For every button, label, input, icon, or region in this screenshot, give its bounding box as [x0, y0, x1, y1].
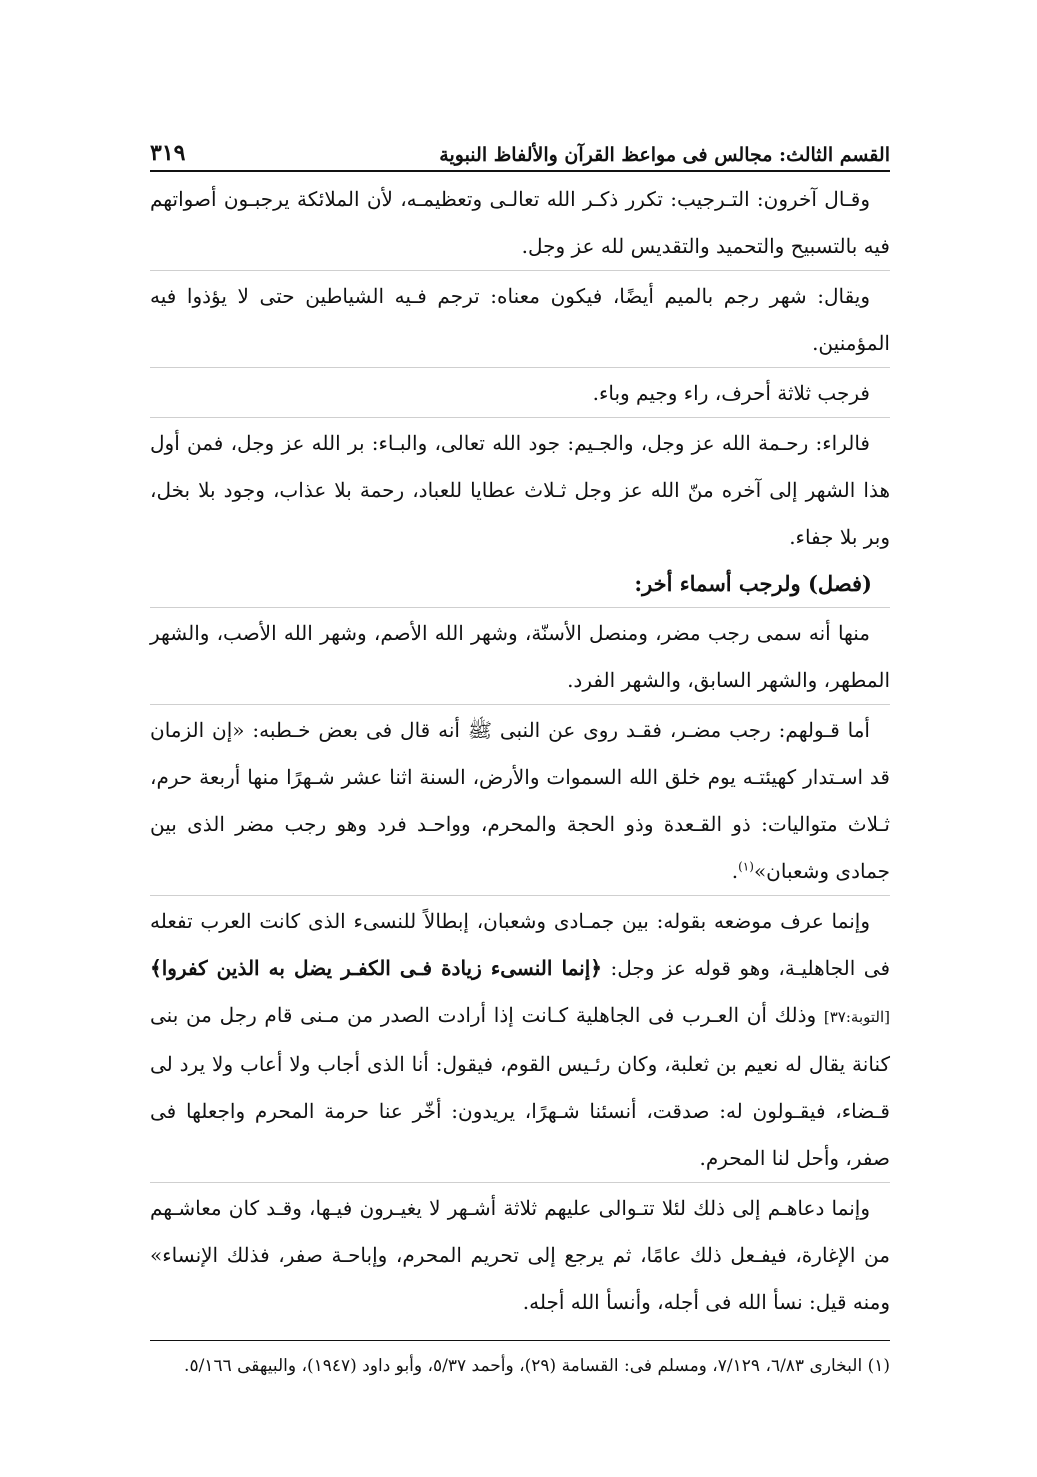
paragraph-hadith [150, 704, 890, 895]
paragraph-nasi [150, 895, 890, 1182]
hadith-text: أما قـولهم: رجب مضـر، فقـد روى عن النبى ﷺ أنه قال فى بعض خـطبه: «إن الزمان قد اسـتدار كهيئتـه يوم خلق الله السموات والأرض، السنة اثنا عشر شـهرًا منها أربعة حرم، ثـلاث متواليات: ذو القـعدة وذو الحجة والمحرم، وواحـد فرد وهو رجب مضر الذى بين جمادى وشعبان» [150, 718, 890, 883]
running-title-text: : مجالس فى مواعظ القرآن والألفاظ النبوية [439, 144, 787, 166]
quran-quote: ﴿إنما النسىء زيادة فـى الكفـر يضل به الذين كفروا﴾ [150, 956, 602, 980]
footnotes [150, 1340, 890, 1383]
quran-reference: [التوبة:٣٧] [823, 1008, 890, 1026]
nasi-intro: وإنما عرف موضعه بقوله: بين جمـادى وشعبان، إبطالاً للنسىء الذى كانت العرب تفعله فى الجاهليـة، وهو قوله عز وجل: [150, 909, 890, 980]
book-page [150, 130, 890, 1383]
running-title [439, 144, 890, 166]
hadith-end: . [731, 859, 739, 883]
section-heading: (فصل) ولرجب أسماء أخر: [634, 571, 872, 596]
footnote-1: (١) البخارى ٦/٨٣، ٧/١٢٩، ومسلم فى: القسامة (٢٩)، وأحمد ٥/٣٧، وأبو داود (١٩٤٧)، والبيهقى ٥/١٦٦. [184, 1356, 890, 1376]
paragraph-meanings: فالراء: رحـمة الله عز وجل، والجـيم: جود الله تعالى، والبـاء: بر الله عز وجل، فمن أول هذا الشهر إلى آخره منّ الله عز وجل ثـلاث عطايا للعباد، رحمة بلا عذاب، وجود بلا بخل، وبر بلا جفاء. [150, 417, 890, 561]
paragraph-letters: فرجب ثلاثة أحرف، راء وجيم وباء. [150, 367, 890, 417]
nasi-explanation: وذلك أن العـرب فى الجاهلية كـانت إذا أرادت الصدر من مـنى قام رجل من بنى كنانة يقال له نعيم بن ثعلبة، وكان رئـيس القوم، فيقول: أنا الذى أجاب ولا أعاب ولا يرد لى قـضاء، فيقـولون له: صدقت، أنسئنا شـهرًا، يريدون: أخّر عنا حرمة المحرم واجعلها فى صفر، وأحل لنا المحرم. [150, 1003, 890, 1170]
paragraph-names: منها أنه سمى رجب مضر، ومنصل الأسنّة، وشهر الله الأصم، وشهر الله الأصب، والشهر المطهر، والشهر السابق، والشهر الفرد. [150, 607, 890, 704]
page-header [150, 130, 890, 172]
paragraph-reason: وإنما دعاهـم إلى ذلك لئلا تتـوالى عليهم ثلاثة أشـهر لا يغيـرون فيـها، وقـد كان معاشـهم من الإغارة، فيفـعل ذلك عامًا، ثم يرجع إلى تحريم المحرم، وإباحـة صفر، فذلك الإنساء» ومنه قيل: نسأ الله فى أجله، وأنسأ الله أجله. [150, 1182, 890, 1326]
paragraph-tarjib: وقـال آخرون: التـرجيب: تكرر ذكـر الله تعالـى وتعظيمـه، لأن الملائكة يرجبـون أصواتهم فيه بالتسبيح والتحميد والتقديس لله عز وجل. [150, 187, 890, 258]
section-label: القسم الثالث [786, 144, 890, 166]
paragraph-rajm: ويقال: شهر رجم بالميم أيضًا، فيكون معناه: ترجم فـيه الشياطين حتى لا يؤذوا فيه المؤمنين. [150, 270, 890, 367]
footnote-marker[interactable]: (١) [738, 859, 754, 874]
page-number: ٣١٩ [150, 140, 186, 166]
